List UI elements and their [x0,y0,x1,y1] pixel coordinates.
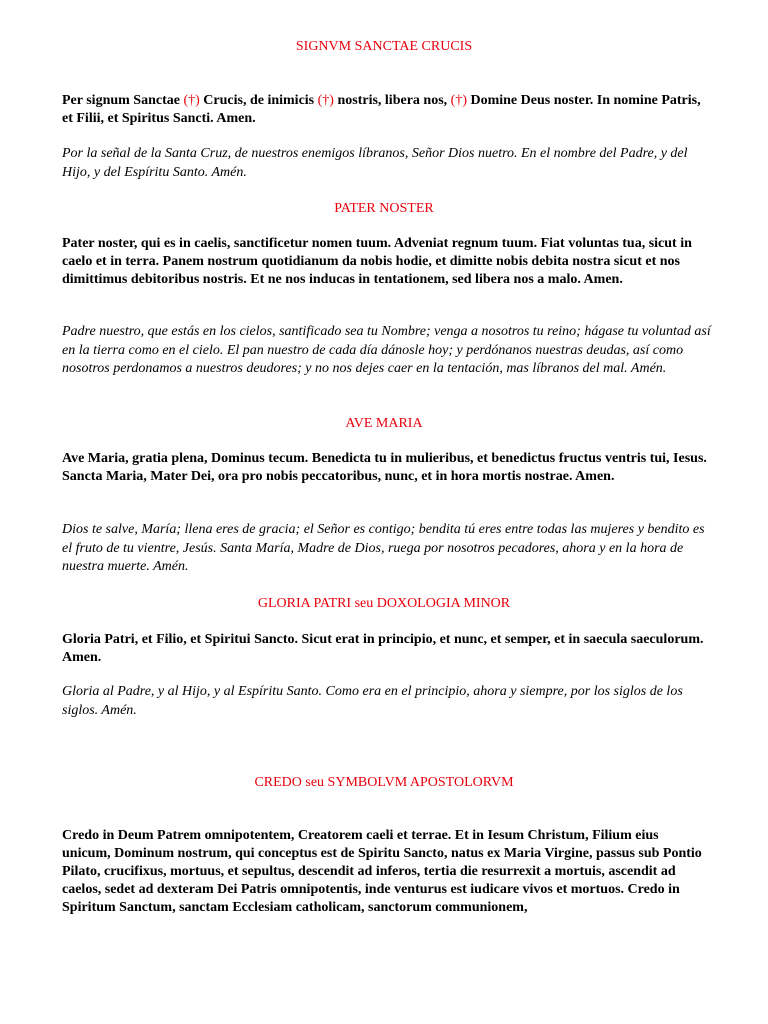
latin-pater: Pater noster, qui es in caelis, sanctificetur nomen tuum. Adveniat regnum tuum. Fiat voluntas tua, sicut in caelo et in terra. Panem nostrum quotidianum da nobis hodie, et dimitte nobis debita nostra sicut et nos dimittimus debitoribus nostris. Et ne nos inducas in tentationem, sed libera nos a malo. Amen. [62,236,692,287]
latin-gloria: Gloria Patri, et Filio, et Spiritui Sancto. Sicut erat in principio, et nunc, et semper, et in saecula saeculorum. Amen. [62,632,704,665]
heading-credo: CREDO seu SYMBOLVM APOSTOLORVM [254,775,514,790]
spanish-ave: Dios te salve, María; llena eres de gracia; el Señor es contigo; bendita tú eres entre todas las mujeres y bendito es el fruto de tu vientre, Jesús. Santa María, Madre de Dios, ruega por nosotros pecadores, ahora y en la hora de nuestra muerte. Amén. [62,522,705,574]
heading-signum: SIGNVM SANCTAE CRUCIS [295,39,473,54]
latin-signum: Per signum Sanctae (†) Crucis, de inimicis (†) nostris, libera nos, (†) Domine Deus noster. In nomine Patris, et Filii, et Spiritus Sancti. Amen. [62,93,701,126]
heading-pater: PATER NOSTER [334,201,434,216]
spanish-signum: Por la señal de la Santa Cruz, de nuestros enemigos líbranos, Señor Dios nuetro. En el nombre del Padre, y del Hijo, y del Espíritu Santo. Amén. [62,146,688,180]
cross-symbol: (†) [183,93,200,108]
spanish-pater: Padre nuestro, que estás en los cielos, santificado sea tu Nombre; venga a nosotros tu reino; hágase tu voluntad así en la tierra como en el cielo. El pan nuestro de cada día dánosle hoy; y perdónanos nuestras deudas, así como nosotros perdonamos a nuestros deudores; y no nos dejes caer en la tentación, mas líbranos del mal. Amén. [62,324,711,376]
spanish-gloria: Gloria al Padre, y al Hijo, y al Espíritu Santo. Como era en el principio, ahora y siempre, por los siglos de los siglos. Amén. [62,684,683,718]
heading-ave: AVE MARIA [345,416,423,431]
cross-symbol: (†) [450,93,467,108]
heading-gloria: GLORIA PATRI seu DOXOLOGIA MINOR [257,596,511,611]
latin-credo: Credo in Deum Patrem omnipotentem, Creatorem caeli et terrae. Et in Iesum Christum, Filium eius unicum, Dominum nostrum, qui conceptus est de Spiritu Sancto, natus ex Maria Virgine, passus sub Pontio Pilato, crucifixus, mortuus, et sepultus, descendit ad inferos, tertia die resurrexit a mortuis, ascendit ad caelos, sedet ad dexteram Dei Patris omnipotentis, inde venturus est iudicare vivos et mortuos. Credo in Spiritum Sanctum, sanctam Ecclesiam catholicam, sanctorum communionem, [62,828,702,915]
latin-ave: Ave Maria, gratia plena, Dominus tecum. Benedicta tu in mulieribus, et benedictus fructus ventris tui, Iesus. Sancta Maria, Mater Dei, ora pro nobis peccatoribus, nunc, et in hora mortis nostrae. Amen. [62,451,707,484]
cross-symbol: (†) [317,93,334,108]
